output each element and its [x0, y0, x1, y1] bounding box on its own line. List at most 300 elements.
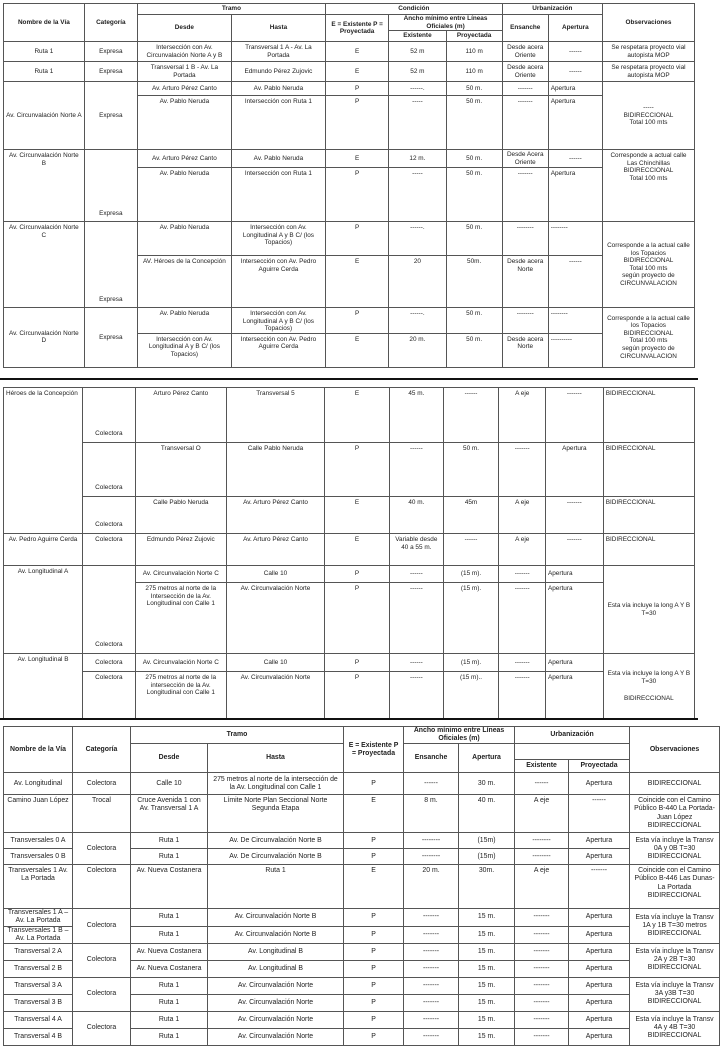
- cell: 275 metros al norte de la intersección de la Av. Longitudinal con Calle 1: [135, 672, 226, 720]
- cell: Calle Pablo Neruda: [226, 443, 324, 497]
- cell: Apertura: [569, 909, 630, 926]
- col-existente: Existente: [515, 760, 569, 773]
- cell: --------: [548, 308, 602, 334]
- cell: A eje: [499, 534, 546, 566]
- cell: Av. De Circunvalación Norte B: [208, 849, 344, 865]
- cell: Desde acera Norte: [502, 256, 548, 308]
- cell: P: [344, 849, 404, 865]
- obs-line: Corresponde a la actual calle los Topacios: [607, 314, 690, 330]
- cell: Av. Circunvalación Norte: [208, 1028, 344, 1045]
- cell: -------: [499, 672, 546, 720]
- cell: E: [325, 256, 388, 308]
- table-row: [4, 62, 695, 82]
- cell: Colectora: [83, 534, 136, 566]
- cell: -------: [404, 909, 459, 926]
- cell: 15 m.: [459, 943, 515, 960]
- cell: Transversal 1 B - Av. La Portada: [137, 62, 231, 82]
- cell: Transversales 1 Av. La Portada: [4, 865, 73, 909]
- cell: ------: [404, 773, 459, 795]
- col-urbanizacion: Urbanización: [502, 4, 602, 15]
- cell: ------.: [389, 222, 446, 256]
- cell: A eje: [515, 795, 569, 833]
- cell: ------.: [389, 308, 446, 334]
- section-divider: [0, 718, 698, 720]
- cell: Ruta 1: [131, 833, 208, 849]
- cell: Apertura: [569, 833, 630, 849]
- table-row: [4, 1011, 720, 1028]
- col-observaciones: Observaciones: [602, 4, 694, 42]
- cell: -------: [515, 1028, 569, 1045]
- cell: Transversal 5: [226, 388, 324, 443]
- obs-line: Total 100 mts: [629, 174, 668, 182]
- cell: 50 m.: [446, 150, 502, 168]
- cell: Transversal 3 A: [4, 977, 73, 994]
- cell: Av. Pedro Aguirre Cerda: [4, 534, 83, 566]
- cell: 15 m.: [459, 977, 515, 994]
- cell: Av. Pablo Neruda: [137, 96, 231, 150]
- cell: Av. Circunvalación Norte B: [4, 150, 85, 222]
- cell: Apertura: [545, 566, 603, 583]
- cell: ------: [389, 566, 443, 583]
- cell: Se respetara proyecto vial autopista MOP: [602, 62, 694, 82]
- cell: ------: [389, 672, 443, 720]
- cell: Av. Pablo Neruda: [137, 168, 231, 222]
- cell: Calle Pablo Neruda: [135, 497, 226, 534]
- cell: P: [325, 583, 390, 654]
- cell: Colectora: [73, 1011, 131, 1045]
- cell: Transversales 0 B: [4, 849, 73, 865]
- cell: 50 m.: [446, 222, 502, 256]
- cell-observaciones: [602, 308, 694, 368]
- cell: --------: [548, 222, 602, 256]
- cell: Transversales 0 A: [4, 833, 73, 849]
- cell: -------: [404, 1011, 459, 1028]
- cell: Expresa: [84, 42, 137, 62]
- cell: -------: [404, 960, 459, 977]
- table-row: [4, 909, 720, 926]
- cell: Av. Pablo Neruda: [231, 150, 325, 168]
- cell: ------: [515, 773, 569, 795]
- cell: Apertura: [545, 654, 603, 672]
- cell: P: [344, 994, 404, 1011]
- table-row: [4, 672, 695, 720]
- cell: 275 metros al norte de la intersección de la Av. Longitudinal con Calle 1: [208, 773, 344, 795]
- cell: E: [325, 388, 390, 443]
- cell: -------: [515, 994, 569, 1011]
- cell: E: [325, 534, 390, 566]
- cell: -------: [515, 909, 569, 926]
- cell: E: [325, 42, 388, 62]
- cell: 40 m.: [459, 795, 515, 833]
- cell: Esta vía incluye la Transv 0A y 0B T=30 BIDIRECCIONAL: [630, 833, 720, 865]
- cell: Calle 10: [226, 654, 324, 672]
- cell: Expresa: [84, 150, 137, 222]
- cell: Intersección con Av. Longitudinal A y B C/ (los Topacios): [137, 333, 231, 367]
- obs-line: BIDIRECCIONAL: [623, 329, 674, 337]
- cell: E: [325, 333, 388, 367]
- cell: ------: [389, 443, 443, 497]
- cell: --------: [502, 222, 548, 256]
- cell: P: [325, 96, 388, 150]
- cell: Colectora: [73, 833, 131, 865]
- cell: Trocal: [73, 795, 131, 833]
- cell: P: [344, 833, 404, 849]
- cell: Expresa: [84, 62, 137, 82]
- cell: Av. Pablo Neruda: [231, 82, 325, 96]
- cell: -------: [404, 1028, 459, 1045]
- cell: Expresa: [84, 82, 137, 150]
- table-row: [4, 566, 695, 583]
- cell: (15m): [459, 833, 515, 849]
- cell: ------.: [389, 82, 446, 96]
- cell: E: [344, 865, 404, 909]
- cell: -------: [515, 960, 569, 977]
- cell: Expresa: [84, 308, 137, 368]
- cell: Esta vía incluye la Transv 2A y 2B T=30 BIDIRECCIONAL: [630, 943, 720, 977]
- cell: A eje: [515, 865, 569, 909]
- cell: 15 m.: [459, 1028, 515, 1045]
- cell: Desde acera Norte: [502, 333, 548, 367]
- cell: -------: [499, 443, 546, 497]
- cell: Ruta 1: [131, 1028, 208, 1045]
- cell: Desde acera Oriente: [502, 42, 548, 62]
- cell: Transversal 2 A: [4, 943, 73, 960]
- cell: (15m): [459, 849, 515, 865]
- cell: Av. De Circunvalación Norte B: [208, 833, 344, 849]
- col-categoria: Categoría: [73, 727, 131, 773]
- cell: Desde Acera Oriente: [502, 150, 548, 168]
- cell: Apertura: [545, 583, 603, 654]
- cell: Transversales 1 A – Av. La Portada: [4, 909, 73, 926]
- cell: E: [344, 795, 404, 833]
- cell: P: [344, 773, 404, 795]
- cell: Apertura: [569, 977, 630, 994]
- cell: --------: [404, 833, 459, 849]
- cell: Ruta 1: [4, 42, 85, 62]
- table-row: [4, 977, 720, 994]
- cell: Av. Longitudinal B: [208, 943, 344, 960]
- obs-line: Total 100 mts: [629, 337, 668, 345]
- cell: (15 m).: [443, 583, 499, 654]
- cell: P: [325, 82, 388, 96]
- cell: Intersección con Av. Longitudinal A y B C/ (los Topacios): [231, 308, 325, 334]
- cell: E: [325, 497, 390, 534]
- cell: Esta vía incluye la Transv 3A y3B T=30 BIDIRECCIONAL: [630, 977, 720, 1011]
- col-ancho: Ancho mínimo entre Líneas Oficiales (m): [404, 727, 515, 744]
- cell: BIDIRECCIONAL: [603, 497, 694, 534]
- cell: Colectora: [83, 497, 136, 534]
- cell: AV. Héroes de la Concepción: [137, 256, 231, 308]
- cell: Av. Nueva Costanera: [131, 943, 208, 960]
- cell: Apertura: [569, 943, 630, 960]
- cell: 52 m: [389, 62, 446, 82]
- col-proyectada: Proyectada: [569, 760, 630, 773]
- cell: -------: [499, 566, 546, 583]
- cell: Calle 10: [131, 773, 208, 795]
- cell: -------: [515, 926, 569, 943]
- cell: --------: [515, 833, 569, 849]
- cell: -------: [545, 388, 603, 443]
- cell: 45 m.: [389, 388, 443, 443]
- cell: Apertura: [548, 168, 602, 222]
- cell: Av. Arturo Pérez Canto: [137, 150, 231, 168]
- table-row: [4, 388, 695, 443]
- cell: -------: [499, 654, 546, 672]
- cell: A eje: [499, 497, 546, 534]
- cell: Camino Juan López: [4, 795, 73, 833]
- cell: P: [325, 566, 390, 583]
- cell: --------: [404, 849, 459, 865]
- cell: P: [344, 943, 404, 960]
- table-row: [4, 943, 720, 960]
- cell: 50m.: [446, 256, 502, 308]
- cell: 45m: [443, 497, 499, 534]
- cell: -------: [545, 497, 603, 534]
- cell: Apertura: [548, 96, 602, 150]
- cell: 8 m.: [404, 795, 459, 833]
- col-ep: E = Existente P = Proyectada: [325, 15, 388, 42]
- cell: Av. Longitudinal B: [208, 960, 344, 977]
- obs-line: según proyecto de CIRCUNVALACION: [620, 344, 677, 360]
- col-urbanizacion: Urbanización: [515, 727, 630, 744]
- cell: 30m.: [459, 865, 515, 909]
- cell: Ruta 1: [131, 926, 208, 943]
- cell: -----: [389, 168, 446, 222]
- cell: Ruta 1: [131, 994, 208, 1011]
- cell: Av. Circunvalación Norte A: [4, 82, 85, 150]
- cell: Transversal 3 B: [4, 994, 73, 1011]
- cell: -------: [404, 926, 459, 943]
- cell: 275 metros al norte de la Intersección de la Av. Longitudinal con Calle 1: [135, 583, 226, 654]
- obs-line: según proyecto de CIRCUNVALACION: [620, 272, 677, 287]
- col-existente: Existente: [389, 31, 446, 42]
- road-table-2: [3, 387, 695, 720]
- cell: Transversales 1 B – Av. La Portada: [4, 926, 73, 943]
- cell: Intersección con Av. Pedro Aguirre Cerda: [231, 333, 325, 367]
- obs-line: Corresponde a la actual calle los Topacios: [607, 241, 690, 257]
- cell: BIDIRECCIONAL: [630, 773, 720, 795]
- cell: Av. Longitudinal A: [4, 566, 83, 654]
- cell: ------: [389, 654, 443, 672]
- table-row: [4, 773, 720, 795]
- cell: P: [325, 654, 390, 672]
- cell: Límite Norte Plan Seccional Norte Segunda Etapa: [208, 795, 344, 833]
- table-row: [4, 534, 695, 566]
- cell: Apertura: [569, 994, 630, 1011]
- cell: Edmundo Pérez Zujovic: [231, 62, 325, 82]
- cell: Av. Nueva Costanera: [131, 865, 208, 909]
- cell: Colectora: [73, 943, 131, 977]
- cell: -------: [569, 865, 630, 909]
- cell: P: [344, 926, 404, 943]
- cell: Ruta 1: [131, 977, 208, 994]
- cell: Av. Circunvalación Norte C: [4, 222, 85, 308]
- cell: Colectora: [83, 566, 136, 654]
- cell: Apertura: [548, 82, 602, 96]
- cell: P: [325, 443, 390, 497]
- obs-line: -----: [643, 104, 654, 112]
- cell: 15 m.: [459, 926, 515, 943]
- cell: BIDIRECCIONAL: [603, 388, 694, 443]
- col-ep: E = Existente P = Proyectada: [344, 727, 404, 773]
- obs-line: Total 100 mts: [629, 264, 668, 272]
- cell: 15 m.: [459, 909, 515, 926]
- cell: Colectora: [83, 672, 136, 720]
- section-divider: [0, 378, 698, 380]
- cell: 30 m.: [459, 773, 515, 795]
- cell: Av. Circunvalación Norte B: [208, 909, 344, 926]
- cell: P: [344, 909, 404, 926]
- col-desde: Desde: [137, 15, 231, 42]
- cell: --------: [502, 308, 548, 334]
- cell: Apertura: [569, 960, 630, 977]
- cell: Av. Circunvalación Norte C: [135, 566, 226, 583]
- cell: Av. Pablo Neruda: [137, 222, 231, 256]
- cell: 15 m.: [459, 994, 515, 1011]
- cell: Av. Circunvalación Norte: [226, 672, 324, 720]
- cell: Colectora: [73, 909, 131, 944]
- cell: Apertura: [545, 443, 603, 497]
- cell: Expresa: [84, 222, 137, 308]
- cell: P: [344, 1028, 404, 1045]
- table-row: [4, 497, 695, 534]
- table-row: [4, 42, 695, 62]
- cell: Av. Circunvalación Norte B: [208, 926, 344, 943]
- cell: Ruta 1: [131, 849, 208, 865]
- cell: Av. Arturo Pérez Canto: [226, 534, 324, 566]
- cell: Esta vía incluye la long A Y B T=30: [603, 566, 694, 654]
- cell-observaciones: [602, 82, 694, 150]
- cell: Arturo Pérez Canto: [135, 388, 226, 443]
- cell-observaciones: [602, 150, 694, 222]
- cell: Colectora: [73, 977, 131, 1011]
- cell: Ruta 1: [131, 1011, 208, 1028]
- col-categoria: Categoría: [84, 4, 137, 42]
- cell: Colectora: [83, 654, 136, 672]
- cell: Apertura: [545, 672, 603, 720]
- cell: 50 m.: [443, 443, 499, 497]
- cell: Variable desde 40 a 55 m.: [389, 534, 443, 566]
- cell: Av. Circunvalación Norte: [208, 994, 344, 1011]
- cell: Intersección con Av. Circunvalación Norte A y B: [137, 42, 231, 62]
- cell: 50 m.: [446, 333, 502, 367]
- cell: E: [325, 62, 388, 82]
- obs-line: BIDIRECCIONAL: [623, 111, 674, 119]
- cell: -------: [404, 994, 459, 1011]
- col-condicion: Condición: [325, 4, 502, 15]
- cell: Colectora: [73, 773, 131, 795]
- cell: 50 m.: [446, 168, 502, 222]
- cell: ----------: [548, 333, 602, 367]
- cell: A eje: [499, 388, 546, 443]
- col-tramo: Tramo: [131, 727, 344, 744]
- cell: Esta vía incluye la Transv 1A y 1B T=30 metros BIDIRECCIONAL: [630, 909, 720, 944]
- obs-line: BIDIRECCIONAL: [624, 695, 674, 703]
- col-hasta: Hasta: [208, 744, 344, 773]
- col-ancho: Ancho mínimo entre Líneas Oficiales (m): [389, 15, 502, 31]
- cell: -------: [502, 82, 548, 96]
- cell: Transversal 2 B: [4, 960, 73, 977]
- cell: -------: [515, 943, 569, 960]
- cell: 20 m.: [404, 865, 459, 909]
- cell: Intersección con Ruta 1: [231, 96, 325, 150]
- cell: 40 m.: [389, 497, 443, 534]
- cell: P: [325, 222, 388, 256]
- obs-line: Esta vía incluye la long A Y B T=30: [607, 670, 691, 685]
- table-row: [4, 865, 720, 909]
- cell: ------: [443, 534, 499, 566]
- cell: ------: [569, 795, 630, 833]
- cell: P: [344, 960, 404, 977]
- cell: Av. Arturo Pérez Canto: [226, 497, 324, 534]
- cell: ------: [548, 150, 602, 168]
- cell: P: [344, 977, 404, 994]
- col-observaciones: Observaciones: [630, 727, 720, 773]
- cell: E: [325, 150, 388, 168]
- cell: Ruta 1: [131, 909, 208, 926]
- cell: 12 m.: [389, 150, 446, 168]
- cell: Apertura: [569, 849, 630, 865]
- obs-line: Corresponde a actual calle Las Chinchillas: [610, 152, 687, 167]
- table-row: [4, 654, 695, 672]
- cell: ------: [548, 256, 602, 308]
- cell: 15 m.: [459, 960, 515, 977]
- cell: Colectora: [83, 388, 136, 443]
- col-hasta: Hasta: [231, 15, 325, 42]
- cell-observaciones: [602, 222, 694, 308]
- cell: -------: [545, 534, 603, 566]
- cell: Colectora: [73, 865, 131, 909]
- table-row: [4, 82, 695, 96]
- cell: Esta vía incluye la Transv 4A y 4B T=30 BIDIRECCIONAL: [630, 1011, 720, 1045]
- cell: Calle 10: [226, 566, 324, 583]
- cell: 110 m: [446, 42, 502, 62]
- obs-line: BIDIRECCIONAL: [623, 257, 674, 265]
- table-row: [4, 833, 720, 849]
- cell: Coincide con el Camino Público B-440 La Portada-Juan López BIDIRECCIONAL: [630, 795, 720, 833]
- cell: Cruce Avenida 1 con Av. Transversal 1 A: [131, 795, 208, 833]
- cell: Av. Circunvalación Norte: [208, 977, 344, 994]
- cell: Héroes de la Concepción: [4, 388, 83, 534]
- cell-observaciones: [603, 654, 694, 720]
- cell: 50 m.: [446, 96, 502, 150]
- cell: 110 m: [446, 62, 502, 82]
- cell: Av. Longitudinal B: [4, 654, 83, 720]
- table-row: [4, 443, 695, 497]
- obs-line: BIDIRECCIONAL: [623, 167, 674, 175]
- cell: 20: [389, 256, 446, 308]
- col-ensanche: Ensanche: [502, 15, 548, 42]
- cell: Intersección con Av. Longitudinal A y B C/ (los Topacios): [231, 222, 325, 256]
- cell: Apertura: [569, 926, 630, 943]
- cell: 20 m.: [389, 333, 446, 367]
- cell: -------: [404, 943, 459, 960]
- road-table-1: [3, 3, 695, 368]
- cell: ------: [389, 583, 443, 654]
- cell: -------: [515, 977, 569, 994]
- cell: P: [325, 672, 390, 720]
- col-ensanche: Ensanche: [404, 744, 459, 773]
- cell: 50 m.: [446, 308, 502, 334]
- cell: 15 m.: [459, 1011, 515, 1028]
- cell: --------: [515, 849, 569, 865]
- cell: Colectora: [83, 443, 136, 497]
- cell: BIDIRECCIONAL: [603, 443, 694, 497]
- cell: Av. Circunvalación Norte C: [135, 654, 226, 672]
- cell: Av. Nueva Costanera: [131, 960, 208, 977]
- cell: Apertura: [569, 1028, 630, 1045]
- cell: Coincide con el Camino Público B-446 Las Dunas-La Portada BIDIRECCIONAL: [630, 865, 720, 909]
